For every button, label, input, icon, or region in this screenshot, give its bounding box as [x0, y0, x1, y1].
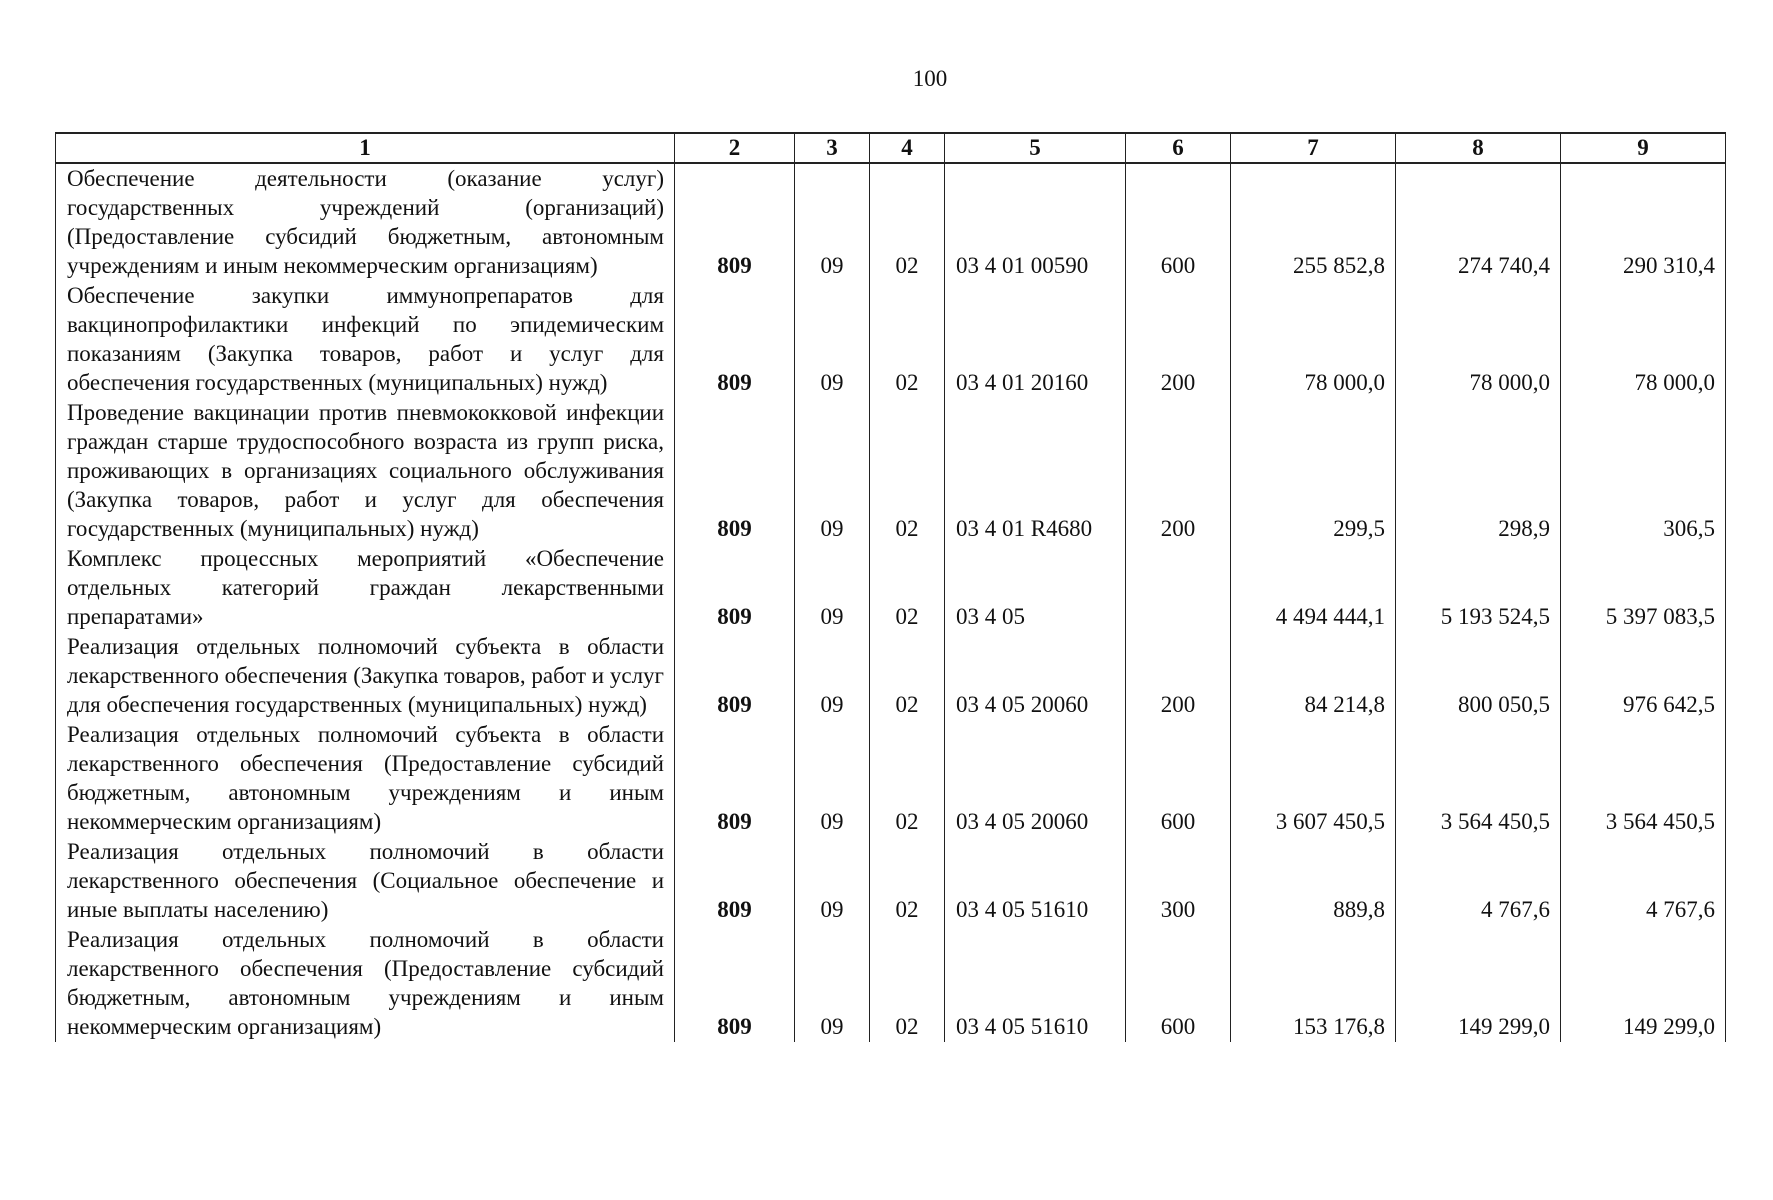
- row-section-cell: 09: [795, 720, 870, 837]
- row-subsection-cell: 02: [870, 281, 945, 398]
- row-name-cell: Комплекс процессных мероприятий «Обеспечение отдельных категорий граждан лекарственными препаратами»: [56, 544, 675, 632]
- row-subsection-cell: 02: [870, 544, 945, 632]
- row-amount-2-cell: 78 000,0: [1396, 281, 1561, 398]
- row-name-cell: Обеспечение деятельности (оказание услуг) государственных учреждений (организаций) (Предоставление субсидий бюджетным, автономным учреждениям и иным некоммерческим организациям): [56, 163, 675, 281]
- header-cell-2: 2: [675, 133, 795, 163]
- row-target-article-cell: 03 4 05 51610: [945, 837, 1126, 925]
- header-row: [56, 133, 1726, 163]
- row-amount-3-cell: 290 310,4: [1561, 163, 1726, 281]
- row-expense-type-cell: 200: [1126, 632, 1231, 720]
- row-amount-1-cell: 255 852,8: [1231, 163, 1396, 281]
- row-amount-2-cell: 5 193 524,5: [1396, 544, 1561, 632]
- row-section-cell: 09: [795, 632, 870, 720]
- row-section-cell: 09: [795, 925, 870, 1042]
- row-grbs-cell: 809: [675, 281, 795, 398]
- header-cell-3: 3: [795, 133, 870, 163]
- table-row: [56, 163, 1726, 281]
- row-expense-type-cell: 200: [1126, 281, 1231, 398]
- row-target-article-cell: 03 4 05 20060: [945, 632, 1126, 720]
- row-amount-1-cell: 84 214,8: [1231, 632, 1396, 720]
- table-row: [56, 398, 1726, 544]
- row-expense-type-cell: 600: [1126, 925, 1231, 1042]
- row-amount-2-cell: 149 299,0: [1396, 925, 1561, 1042]
- header-cell-1: 1: [56, 133, 675, 163]
- row-expense-type-cell: [1126, 544, 1231, 632]
- row-subsection-cell: 02: [870, 632, 945, 720]
- row-amount-3-cell: 5 397 083,5: [1561, 544, 1726, 632]
- budget-table: [55, 132, 1726, 1042]
- row-expense-type-cell: 300: [1126, 837, 1231, 925]
- row-target-article-cell: 03 4 01 00590: [945, 163, 1126, 281]
- row-section-cell: 09: [795, 281, 870, 398]
- row-grbs-cell: 809: [675, 544, 795, 632]
- row-subsection-cell: 02: [870, 837, 945, 925]
- row-section-cell: 09: [795, 163, 870, 281]
- row-amount-2-cell: 3 564 450,5: [1396, 720, 1561, 837]
- page-number: 100: [912, 66, 948, 91]
- row-grbs-cell: 809: [675, 837, 795, 925]
- row-target-article-cell: 03 4 01 20160: [945, 281, 1126, 398]
- row-amount-3-cell: 149 299,0: [1561, 925, 1726, 1042]
- table-row: [56, 281, 1726, 398]
- header-cell-8: 8: [1396, 133, 1561, 163]
- row-amount-3-cell: 3 564 450,5: [1561, 720, 1726, 837]
- row-amount-1-cell: 299,5: [1231, 398, 1396, 544]
- header-cell-5: 5: [945, 133, 1126, 163]
- table-row: [56, 837, 1726, 925]
- row-amount-1-cell: 153 176,8: [1231, 925, 1396, 1042]
- row-amount-3-cell: 4 767,6: [1561, 837, 1726, 925]
- row-target-article-cell: 03 4 05: [945, 544, 1126, 632]
- row-expense-type-cell: 600: [1126, 163, 1231, 281]
- table-row: [56, 720, 1726, 837]
- header-cell-9: 9: [1561, 133, 1726, 163]
- row-subsection-cell: 02: [870, 925, 945, 1042]
- row-section-cell: 09: [795, 837, 870, 925]
- table-row: [56, 544, 1726, 632]
- row-grbs-cell: 809: [675, 720, 795, 837]
- row-grbs-cell: 809: [675, 398, 795, 544]
- row-target-article-cell: 03 4 05 20060: [945, 720, 1126, 837]
- row-grbs-cell: 809: [675, 925, 795, 1042]
- row-name-cell: Обеспечение закупки иммунопрепаратов для вакцинопрофилактики инфекций по эпидемическим показаниям (Закупка товаров, работ и услуг для обеспечения государственных (муниципальных) нужд): [56, 281, 675, 398]
- row-amount-3-cell: 976 642,5: [1561, 632, 1726, 720]
- row-subsection-cell: 02: [870, 720, 945, 837]
- row-amount-2-cell: 4 767,6: [1396, 837, 1561, 925]
- row-expense-type-cell: 200: [1126, 398, 1231, 544]
- row-expense-type-cell: 600: [1126, 720, 1231, 837]
- row-amount-2-cell: 274 740,4: [1396, 163, 1561, 281]
- row-section-cell: 09: [795, 398, 870, 544]
- row-amount-1-cell: 3 607 450,5: [1231, 720, 1396, 837]
- row-amount-2-cell: 800 050,5: [1396, 632, 1561, 720]
- row-subsection-cell: 02: [870, 163, 945, 281]
- row-name-cell: Реализация отдельных полномочий в области лекарственного обеспечения (Предоставление субсидий бюджетным, автономным учреждениям и иным некоммерческим организациям): [56, 925, 675, 1042]
- row-grbs-cell: 809: [675, 632, 795, 720]
- row-name-cell: Проведение вакцинации против пневмококковой инфекции граждан старше трудоспособного возраста из групп риска, проживающих в организациях социального обслуживания (Закупка товаров, работ и услуг для обеспечения государственных (муниципальных) нужд): [56, 398, 675, 544]
- row-amount-3-cell: 306,5: [1561, 398, 1726, 544]
- row-amount-1-cell: 4 494 444,1: [1231, 544, 1396, 632]
- row-grbs-cell: 809: [675, 163, 795, 281]
- row-section-cell: 09: [795, 544, 870, 632]
- row-name-cell: Реализация отдельных полномочий в области лекарственного обеспечения (Социальное обеспечение и иные выплаты населению): [56, 837, 675, 925]
- header-cell-4: 4: [870, 133, 945, 163]
- header-cell-6: 6: [1126, 133, 1231, 163]
- header-cell-7: 7: [1231, 133, 1396, 163]
- row-name-cell: Реализация отдельных полномочий субъекта в области лекарственного обеспечения (Предоставление субсидий бюджетным, автономным учреждениям и иным некоммерческим организациям): [56, 720, 675, 837]
- row-target-article-cell: 03 4 01 R4680: [945, 398, 1126, 544]
- row-amount-1-cell: 78 000,0: [1231, 281, 1396, 398]
- row-amount-3-cell: 78 000,0: [1561, 281, 1726, 398]
- row-amount-1-cell: 889,8: [1231, 837, 1396, 925]
- row-name-cell: Реализация отдельных полномочий субъекта в области лекарственного обеспечения (Закупка товаров, работ и услуг для обеспечения государственных (муниципальных) нужд): [56, 632, 675, 720]
- row-subsection-cell: 02: [870, 398, 945, 544]
- table-row: [56, 925, 1726, 1042]
- table-row: [56, 632, 1726, 720]
- row-target-article-cell: 03 4 05 51610: [945, 925, 1126, 1042]
- row-amount-2-cell: 298,9: [1396, 398, 1561, 544]
